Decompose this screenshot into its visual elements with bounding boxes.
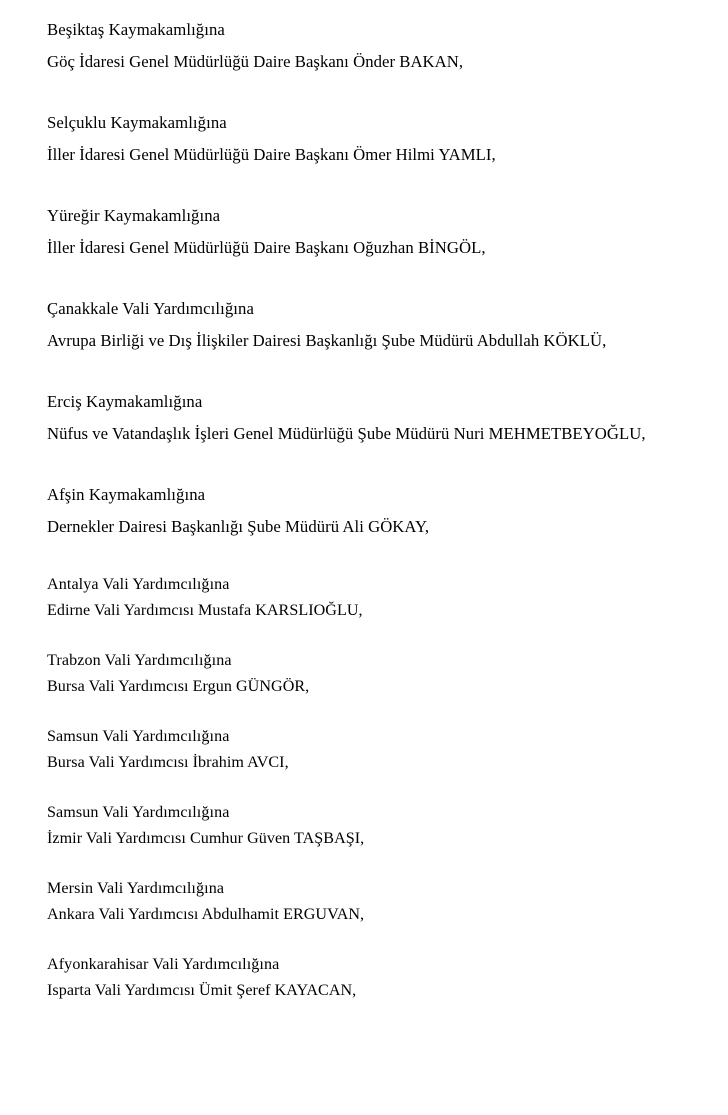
appointment-appointee: İller İdaresi Genel Müdürlüğü Daire Başkanı Oğuzhan BİNGÖL, [47,237,486,257]
appointment-position: Antalya Vali Yardımcılığına [47,576,230,593]
appointment-position: Trabzon Vali Yardımcılığına [47,652,232,669]
appointment-position: Erciş Kaymakamlığına [47,392,203,411]
appointment-block [47,386,708,449]
appointment-block [47,200,708,263]
appointment-group-lower [47,572,708,1004]
appointment-appointee: İller İdaresi Genel Müdürlüğü Daire Başkanı Ömer Hilmi YAMLI, [47,144,496,164]
appointment-position: Samsun Vali Yardımcılığına [47,804,230,821]
appointment-appointee: Isparta Vali Yardımcısı Ümit Şeref KAYACAN, [47,982,357,999]
appointment-appointee: Göç İdaresi Genel Müdürlüğü Daire Başkanı Önder BAKAN, [47,51,464,71]
appointment-position: Yüreğir Kaymakamlığına [47,206,221,225]
appointment-position: Samsun Vali Yardımcılığına [47,728,230,745]
appointment-block [47,724,708,776]
appointment-list [47,14,708,1004]
appointment-block [47,876,708,928]
appointment-appointee: Bursa Vali Yardımcısı İbrahim AVCI, [47,754,289,771]
appointment-block [47,479,708,542]
appointment-block [47,572,708,624]
appointment-appointee: Bursa Vali Yardımcısı Ergun GÜNGÖR, [47,678,310,695]
appointment-position: Mersin Vali Yardımcılığına [47,880,225,897]
appointment-group-upper [47,14,708,542]
appointment-block [47,648,708,700]
appointment-block [47,952,708,1004]
appointment-position: Afşin Kaymakamlığına [47,485,206,504]
appointment-position: Afyonkarahisar Vali Yardımcılığına [47,956,280,973]
appointment-position: Selçuklu Kaymakamlığına [47,113,227,132]
appointment-appointee: İzmir Vali Yardımcısı Cumhur Güven TAŞBAŞI, [47,830,365,847]
appointment-block [47,107,708,170]
appointment-block [47,14,708,77]
appointment-appointee: Nüfus ve Vatandaşlık İşleri Genel Müdürlüğü Şube Müdürü Nuri MEHMETBEYOĞLU, [47,423,646,443]
appointment-block [47,800,708,852]
appointment-appointee: Ankara Vali Yardımcısı Abdulhamit ERGUVAN, [47,906,365,923]
appointment-position: Çanakkale Vali Yardımcılığına [47,299,254,318]
appointment-position: Beşiktaş Kaymakamlığına [47,20,225,39]
appointment-appointee: Avrupa Birliği ve Dış İlişkiler Dairesi Başkanlığı Şube Müdürü Abdullah KÖKLÜ, [47,330,607,350]
appointment-appointee: Edirne Vali Yardımcısı Mustafa KARSLIOĞLU, [47,602,363,619]
appointment-appointee: Dernekler Dairesi Başkanlığı Şube Müdürü Ali GÖKAY, [47,516,430,536]
appointment-block [47,293,708,356]
